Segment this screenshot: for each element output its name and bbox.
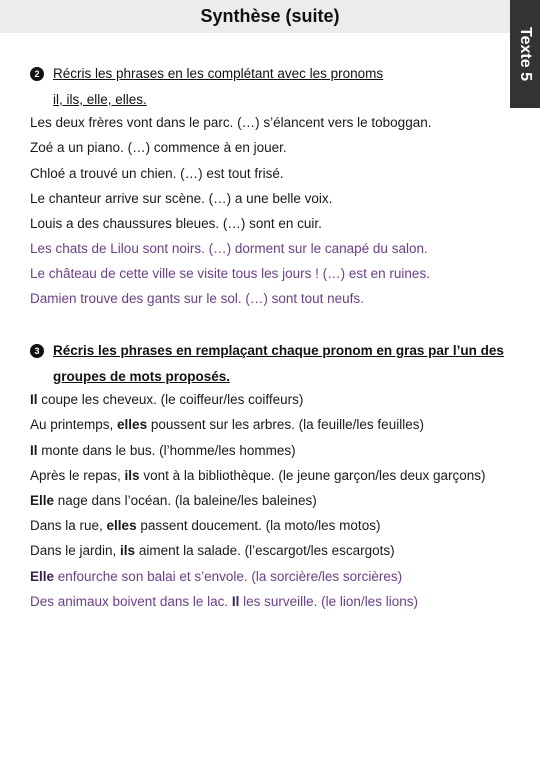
exercise-2-sentence: Le chanteur arrive sur scène. (…) a une belle voix. (30, 191, 333, 206)
exercise-3-sentence: Après le repas, ils vont à la bibliothèque. (le jeune garçon/les deux garçons) (30, 468, 486, 483)
side-tab (510, 0, 540, 108)
exercise-3-sentence: Dans la rue, elles passent doucement. (la moto/les motos) (30, 518, 381, 533)
exercise-2-sentence: Les chats de Lilou sont noirs. (…) dorment sur le canapé du salon. (30, 241, 428, 256)
pronoun: Il (30, 392, 38, 407)
instruction-line-2: il, ils, elle, elles. (53, 92, 147, 107)
instruction-line-1: Récris les phrases en remplaçant chaque pronom en gras par l’un des (53, 343, 504, 358)
pronoun: elles (106, 518, 137, 533)
pronoun: Il (231, 594, 240, 609)
exercise-3-sentence: Il coupe les cheveux. (le coiffeur/les coiffeurs) (30, 392, 304, 407)
exercise-3-sentence: Au printemps, elles poussent sur les arbres. (la feuille/les feuilles) (30, 417, 424, 432)
pronoun: ils (124, 468, 140, 483)
side-tab-label: Texte 5 (517, 27, 534, 81)
exercise-2-instruction (30, 66, 384, 107)
exercise-3-instruction (30, 343, 504, 384)
exercise-2-sentence: Chloé a trouvé un chien. (…) est tout frisé. (30, 166, 284, 181)
pronoun: elles (117, 417, 148, 432)
instruction-line-1: Récris les phrases en les complétant avec les pronoms (53, 66, 384, 81)
exercise-2-sentence: Le château de cette ville se visite tous les jours ! (…) est en ruines. (30, 266, 430, 281)
exercise-3-sentence: Elle nage dans l’océan. (la baleine/les baleines) (30, 493, 317, 508)
pronoun: ils (120, 543, 136, 558)
pronoun: Il (30, 443, 38, 458)
exercise-number-badge: 3 (30, 344, 44, 358)
exercise-3-sentence: Il monte dans le bus. (l’homme/les hommes) (30, 443, 296, 458)
pronoun: Elle (30, 569, 55, 584)
exercise-number-badge: 2 (30, 67, 44, 81)
exercise-2-sentence: Damien trouve des gants sur le sol. (…) sont tout neufs. (30, 291, 364, 306)
exercise-2-sentence: Louis a des chaussures bleues. (…) sont en cuir. (30, 216, 322, 231)
exercise-3-sentence: Dans le jardin, ils aiment la salade. (l’escargot/les escargots) (30, 543, 395, 558)
exercise-2-sentence: Zoé a un piano. (…) commence à en jouer. (30, 140, 287, 155)
exercise-2-sentence: Les deux frères vont dans le parc. (…) s’élancent vers le toboggan. (30, 115, 432, 130)
exercise-3-sentence: Des animaux boivent dans le lac. Il les surveille. (le lion/les lions) (30, 594, 418, 609)
page-title: Synthèse (suite) (200, 6, 340, 26)
exercise-3-sentence: Elle enfourche son balai et s’envole. (la sorcière/les sorcières) (30, 569, 403, 584)
instruction-line-2: groupes de mots proposés. (53, 369, 231, 384)
pronoun: Elle (30, 493, 55, 508)
